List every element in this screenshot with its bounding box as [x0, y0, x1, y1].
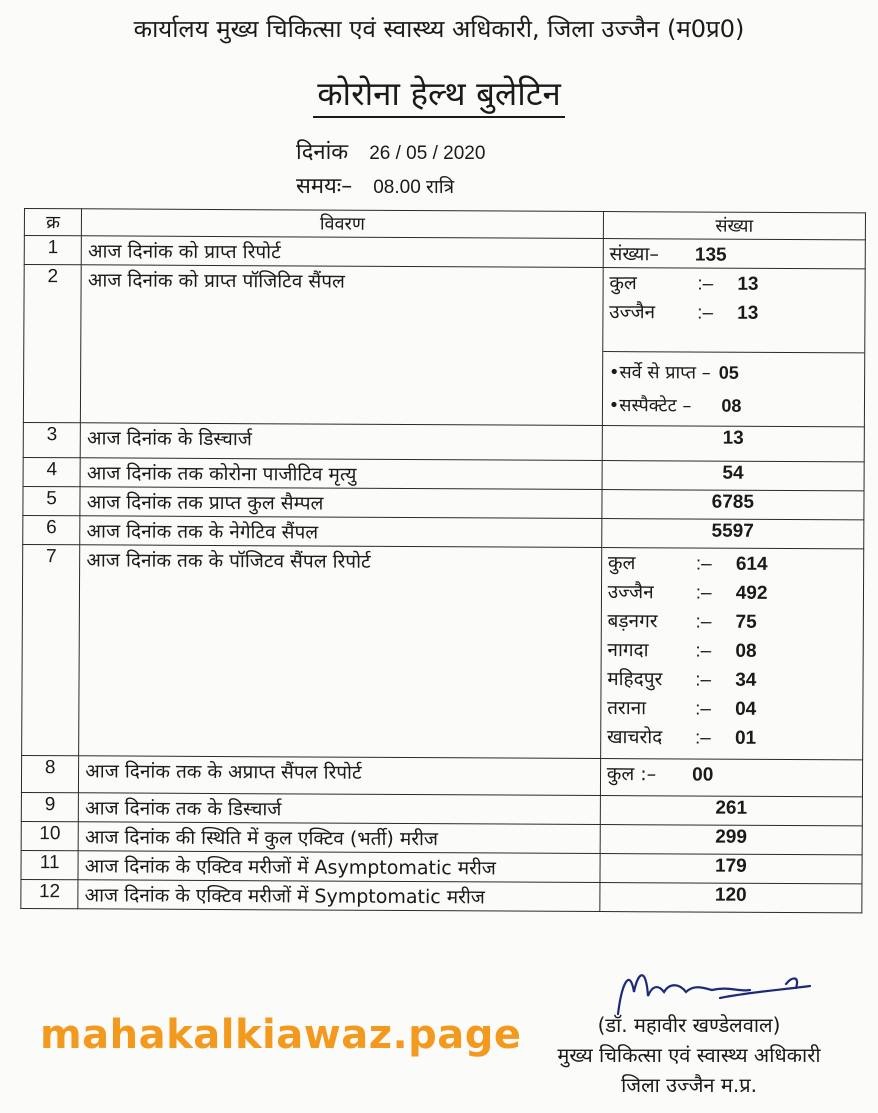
table-row: [21, 879, 862, 912]
count-value: 00: [692, 764, 714, 786]
row-count: [600, 759, 862, 797]
watermark-text: mahakalkiawaz.page: [40, 1012, 522, 1058]
sub-breakdown: [603, 351, 865, 425]
row-count: 299: [600, 825, 862, 855]
breakdown-item: कुल :– 13: [609, 272, 759, 295]
row-description: आज दिनांक के एक्टिव मरीजों में Asymptomatic मरीज: [78, 851, 600, 883]
count-value: 135: [694, 244, 727, 266]
district-item: खाचरोद :– 01: [606, 726, 757, 749]
time-value: 08.00 रात्रि: [373, 177, 455, 198]
row-count: 261: [600, 796, 862, 826]
row-serial: 10: [21, 821, 78, 850]
row-description: आज दिनांक की स्थिति में कुल एक्टिव (भर्ती) मरीज: [78, 822, 600, 854]
row-count: [603, 239, 865, 269]
table-row: [23, 515, 864, 548]
row-serial: 5: [23, 486, 80, 515]
row-description: आज दिनांक तक कोरोना पाजीटिव मृत्यु: [80, 458, 602, 490]
table-row: [21, 821, 862, 854]
header-serial: क्र: [24, 209, 81, 236]
row-serial: 3: [23, 422, 80, 457]
row-count: [602, 268, 865, 427]
bullet-item: •सर्वे से प्राप्त – 05: [608, 362, 739, 384]
row-count: 6785: [602, 490, 864, 520]
bullet-item: •सस्पैक्टेट – 08: [608, 395, 742, 417]
row-count: [600, 548, 863, 760]
row-serial: 6: [23, 515, 80, 544]
row-description: आज दिनांक के डिस्चार्ज: [80, 423, 602, 461]
time-label: समयः–: [296, 174, 353, 199]
row-description: आज दिनांक के एक्टिव मरीजों में Symptomatic मरीज: [78, 880, 600, 912]
header-count: संख्या: [603, 212, 865, 240]
row-description: आज दिनांक को प्राप्त पॉजिटिव सैंपल: [81, 265, 603, 426]
row-count: 179: [600, 854, 862, 884]
row-description: आज दिनांक तक के पॉजिटव सैंपल रिपोर्ट: [79, 545, 602, 759]
signatory-name: (डॉ. महावीर खण्डेलवाल): [597, 1013, 781, 1037]
time-line: [296, 170, 454, 200]
date-value: 26 / 05 / 2020: [369, 143, 486, 164]
row-description: आज दिनांक तक के डिस्चार्ज: [79, 793, 601, 825]
row-serial: 2: [23, 265, 81, 423]
table-row: [24, 236, 865, 269]
bulletin-title: कोरोना हेल्थ बुलेटिन: [0, 70, 878, 115]
row-serial: 7: [22, 544, 80, 755]
signatory-designation: मुख्य चिकित्सा एवं स्वास्थ्य अधिकारी: [557, 1043, 821, 1067]
table-row: [21, 755, 862, 796]
district-item: बड़नगर :– 75: [607, 610, 757, 633]
table-row: [23, 422, 864, 461]
table-row: [23, 265, 865, 427]
office-heading: कार्यालय मुख्य चिकित्सा एवं स्वास्थ्य अधिकारी, जिला उज्जैन (म0प्र0): [133, 15, 745, 43]
header-description: विवरण: [82, 209, 604, 239]
row-description: आज दिनांक तक प्राप्त कुल सैम्पल: [80, 487, 602, 519]
table-row: [23, 457, 864, 490]
table-row: [22, 544, 864, 759]
count-label: कुल :–: [606, 763, 657, 786]
row-serial: 1: [24, 236, 81, 265]
signatory-location: जिला उज्जैन म.प्र.: [621, 1073, 757, 1097]
row-count: 54: [602, 461, 864, 491]
row-serial: 12: [21, 879, 78, 908]
row-serial: 4: [23, 457, 80, 486]
district-item: कुल :– 614: [607, 552, 768, 575]
row-description: आज दिनांक तक के नेगेटिव सैंपल: [80, 516, 602, 548]
row-count: 5597: [601, 519, 863, 549]
table-row: [21, 850, 862, 883]
row-count: 120: [600, 883, 862, 913]
district-item: महिदपुर :– 34: [607, 668, 757, 691]
row-description: आज दिनांक को प्राप्त रिपोर्ट: [81, 236, 603, 268]
row-serial: 11: [21, 850, 78, 879]
date-label: दिनांक: [296, 140, 349, 165]
row-count: 13: [602, 426, 864, 462]
date-line: [296, 136, 485, 166]
district-item: उज्जैन :– 492: [607, 581, 768, 604]
row-description: आज दिनांक तक के अप्राप्त सैंपल रिपोर्ट: [79, 756, 601, 796]
table-row: [23, 486, 864, 519]
count-label: संख्या–: [609, 243, 659, 266]
signature-block: [524, 1010, 854, 1100]
breakdown-item: उज्जैन :– 13: [609, 301, 759, 324]
district-item: तराना :– 04: [607, 697, 757, 720]
row-serial: 8: [21, 755, 78, 792]
table-row: [21, 792, 862, 825]
district-item: नागदा :– 08: [607, 639, 757, 662]
row-serial: 9: [21, 792, 78, 821]
bulletin-table: [20, 208, 866, 913]
